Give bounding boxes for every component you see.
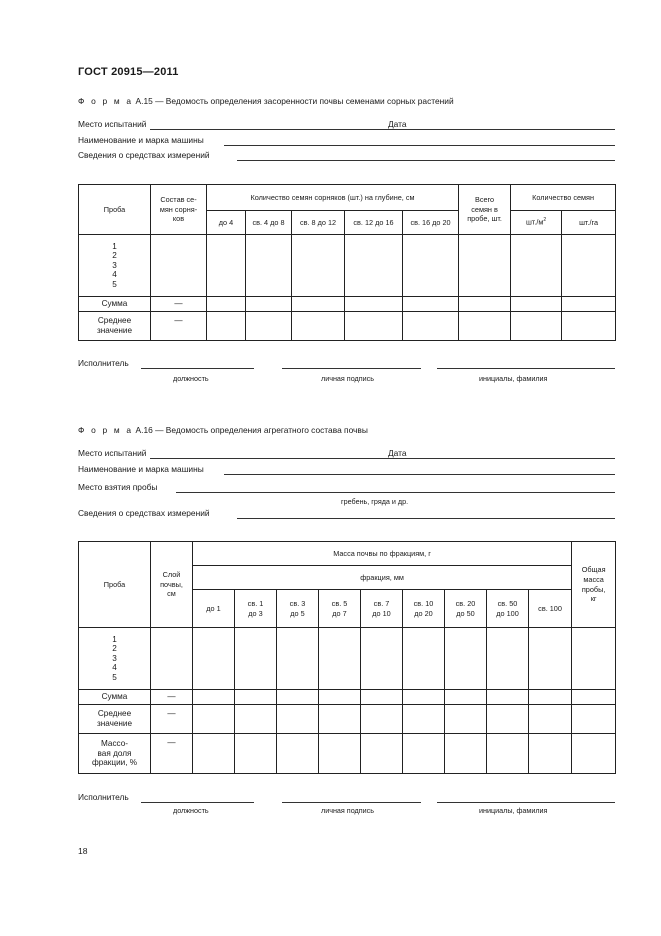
col-total-header: Всего семян в пробе, шт. (459, 185, 511, 235)
sum-label: Сумма (79, 690, 151, 705)
form15-measure-row[interactable] (78, 150, 615, 161)
depth-header: св. 12 до 16 (345, 211, 403, 235)
form16-place-row[interactable] (78, 448, 615, 459)
form16-machine-row[interactable] (78, 464, 615, 475)
probe-list: 1 2 3 4 5 (79, 628, 151, 690)
table-row (79, 628, 616, 690)
dash: — (151, 734, 193, 774)
table-row (79, 297, 616, 312)
executor-label: Исполнитель (78, 358, 129, 368)
page-number: 18 (78, 846, 88, 856)
table-row (79, 235, 616, 297)
col-layer-header: Слой почвы, см (151, 542, 193, 628)
col-count-header: Количество семян (511, 185, 616, 211)
avg-label: Среднее значение (79, 312, 151, 341)
form15-place-row[interactable] (78, 119, 615, 130)
executor-label: Исполнитель (78, 792, 129, 802)
probe-list: 1 2 3 4 5 (79, 235, 151, 297)
form15-machine-label: Наименование и марка машины (78, 135, 204, 145)
fraction-header: св. 20 до 50 (445, 590, 487, 628)
form16-title: Ф о р м а А.16 — Ведомость определения агрегатного состава почвы (78, 425, 368, 435)
fraction-header: до 1 (193, 590, 235, 628)
fraction-header: св. 50 до 100 (487, 590, 529, 628)
form16-sample-label: Место взятия пробы (78, 482, 158, 492)
depth-header: св. 8 до 12 (292, 211, 345, 235)
form15-date-label: Дата (388, 119, 407, 129)
fraction-header: св. 1 до 3 (235, 590, 277, 628)
form16-table (78, 541, 616, 774)
signature-caption: личная подпись (321, 374, 374, 383)
form15-signature-row[interactable] (78, 358, 615, 369)
form15-table (78, 184, 616, 341)
sum-label: Сумма (79, 297, 151, 312)
form15-title: Ф о р м а А.15 — Ведомость определения засоренности почвы семенами сорных растений (78, 96, 454, 106)
depth-header: до 4 (207, 211, 246, 235)
name-caption: инициалы, фамилия (479, 374, 548, 383)
avg-label: Среднее значение (79, 705, 151, 734)
dash: — (151, 705, 193, 734)
signature-caption: личная подпись (321, 806, 374, 815)
col-mass-header: Масса почвы по фракциям, г (193, 542, 572, 566)
col-probe-header: Проба (79, 542, 151, 628)
dash: — (151, 690, 193, 705)
form16-date-label: Дата (388, 448, 407, 458)
table-row (79, 690, 616, 705)
form15-measure-label: Сведения о средствах измерений (78, 150, 210, 160)
col-probe-header: Проба (79, 185, 151, 235)
form16-measure-label: Сведения о средствах измерений (78, 508, 210, 518)
unit-m2-header: $шт./м^2$ (511, 211, 562, 235)
position-caption: должность (173, 806, 209, 815)
col-fraction-header: фракция, мм (193, 566, 572, 590)
fraction-header: св. 10 до 20 (403, 590, 445, 628)
form15-place-label: Место испытаний (78, 119, 147, 129)
depth-header: св. 4 до 8 (246, 211, 292, 235)
form15-machine-row[interactable] (78, 135, 615, 146)
sample-hint-caption: гребень, гряда и др. (341, 497, 409, 506)
fraction-header: св. 7 до 10 (361, 590, 403, 628)
form16-sample-row[interactable] (78, 482, 615, 493)
col-total-mass-header: Общая масса пробы, кг (572, 542, 616, 628)
depth-header: св. 16 до 20 (403, 211, 459, 235)
dash: — (151, 312, 207, 341)
dash: — (151, 297, 207, 312)
col-weed-header: Состав се- мян сорня- ков (151, 185, 207, 235)
document-header: ГОСТ 20915—2011 (78, 66, 179, 78)
share-label: Массо- вая доля фракции, % (79, 734, 151, 774)
table-row (79, 705, 616, 734)
form16-measure-row[interactable] (78, 508, 615, 519)
name-caption: инициалы, фамилия (479, 806, 548, 815)
form16-signature-row[interactable] (78, 792, 615, 803)
fraction-header: св. 5 до 7 (319, 590, 361, 628)
col-qty-header: Количество семян сорняков (шт.) на глубине, см (207, 185, 459, 211)
table-row (79, 312, 616, 341)
position-caption: должность (173, 374, 209, 383)
fraction-header: св. 3 до 5 (277, 590, 319, 628)
fraction-header: св. 100 (529, 590, 572, 628)
unit-ha-header: шт./га (562, 211, 616, 235)
form16-place-label: Место испытаний (78, 448, 147, 458)
form16-machine-label: Наименование и марка машины (78, 464, 204, 474)
table-row (79, 734, 616, 774)
